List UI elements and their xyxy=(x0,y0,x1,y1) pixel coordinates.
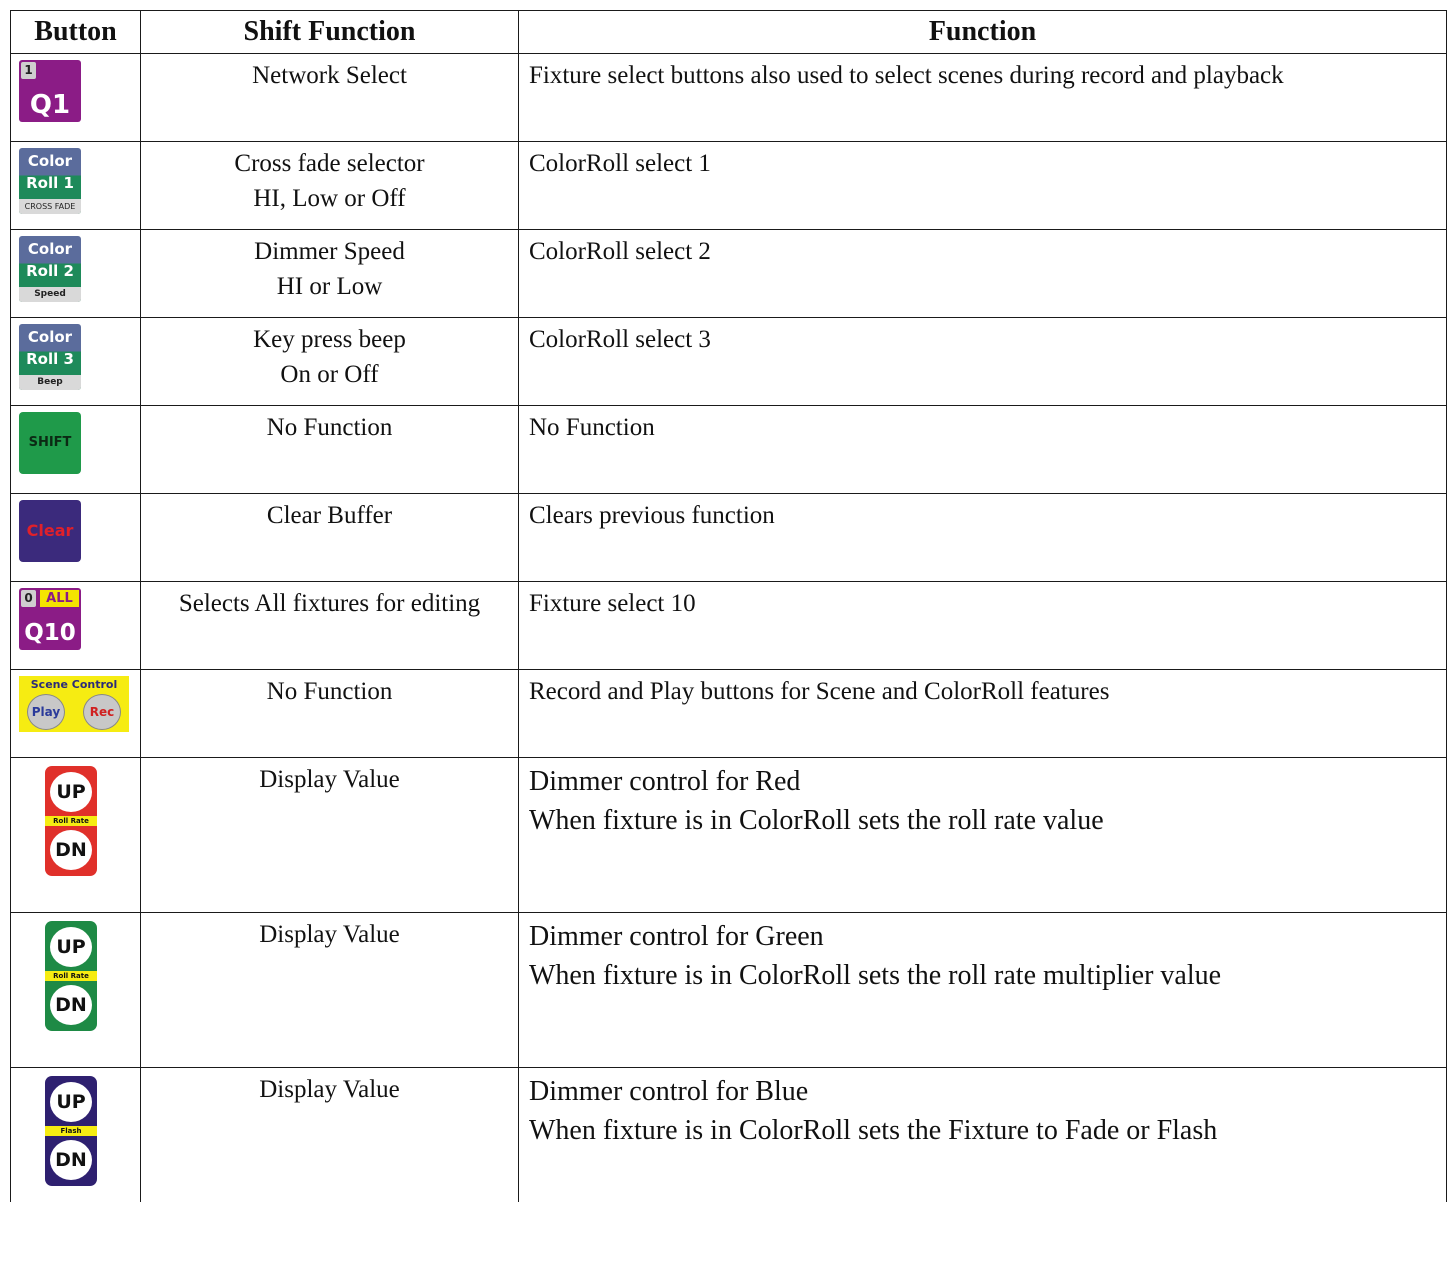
table-row xyxy=(11,494,1447,582)
key-mid-label: Roll Rate xyxy=(45,816,97,826)
table-row xyxy=(11,758,1447,913)
button-cell xyxy=(11,142,141,230)
key-label-line2: Roll 2 xyxy=(26,262,74,280)
header-button: Button xyxy=(11,11,141,54)
key-label-line2: Roll 3 xyxy=(26,350,74,368)
button-cell xyxy=(11,406,141,494)
key-sub-label: CROSS FADE xyxy=(19,199,81,214)
q10-key-icon xyxy=(19,588,81,650)
function-text: ColorRoll select 2 xyxy=(529,238,711,265)
function-cell xyxy=(519,913,1447,1068)
shift-function-text: Key press beep xyxy=(253,326,406,353)
function-cell xyxy=(519,670,1447,758)
shift-function-text: Cross fade selector xyxy=(234,150,425,177)
table-row xyxy=(11,54,1447,142)
shift-function-text: HI or Low xyxy=(276,273,383,300)
button-cell xyxy=(11,582,141,670)
function-cell xyxy=(519,494,1447,582)
color-roll-1-key-icon xyxy=(19,148,81,214)
shift-function-cell xyxy=(141,54,519,142)
shift-function-text: Dimmer Speed xyxy=(254,238,405,265)
function-text: Clears previous function xyxy=(529,502,775,529)
function-cell xyxy=(519,142,1447,230)
color-roll-3-key-icon xyxy=(19,324,81,390)
scene-control-icon xyxy=(19,676,129,732)
function-text: ColorRoll select 3 xyxy=(529,326,711,353)
key-mid-label: Roll Rate xyxy=(45,971,97,981)
down-key-label: DN xyxy=(50,1140,92,1180)
shift-function-text: No Function xyxy=(266,414,393,441)
key-number-label: 1 xyxy=(21,62,36,79)
function-cell xyxy=(519,582,1447,670)
button-cell xyxy=(11,54,141,142)
function-text: When fixture is in ColorRoll sets the roll rate value xyxy=(529,805,1104,836)
table-header-row xyxy=(11,11,1447,54)
shift-function-cell xyxy=(141,1068,519,1202)
table-row xyxy=(11,582,1447,670)
key-sub-label: Beep xyxy=(19,375,81,390)
button-function-table xyxy=(10,10,1447,1202)
key-label-line1: Color xyxy=(27,240,73,258)
shift-function-text: HI, Low or Off xyxy=(253,185,406,212)
shift-function-text: Network Select xyxy=(252,62,407,89)
function-text: When fixture is in ColorRoll sets the Fixture to Fade or Flash xyxy=(529,1115,1218,1146)
header-shift-function: Shift Function xyxy=(141,11,519,54)
blue-up-down-key-icon xyxy=(45,1076,97,1186)
shift-function-text: Display Value xyxy=(259,1076,400,1103)
red-up-down-key-icon xyxy=(45,766,97,876)
button-cell xyxy=(11,494,141,582)
shift-function-cell xyxy=(141,494,519,582)
function-text: Dimmer control for Blue xyxy=(529,1076,809,1107)
key-mid-label: Flash xyxy=(45,1126,97,1136)
key-sub-label: Speed xyxy=(19,287,81,302)
shift-function-cell xyxy=(141,913,519,1068)
clear-key-icon: Clear xyxy=(19,500,81,562)
up-key-label: UP xyxy=(50,772,92,812)
button-cell xyxy=(11,758,141,913)
key-main-label: Q10 xyxy=(24,620,76,646)
shift-key-icon: SHIFT xyxy=(19,412,81,474)
table-row xyxy=(11,913,1447,1068)
shift-function-cell xyxy=(141,142,519,230)
key-label-line2: Roll 1 xyxy=(26,174,74,192)
key-label-line1: Color xyxy=(27,152,73,170)
up-key-label: UP xyxy=(50,927,92,967)
shift-function-text: Display Value xyxy=(259,766,400,793)
table-row xyxy=(11,406,1447,494)
record-button-icon: Rec xyxy=(83,694,121,730)
key-all-badge: ALL xyxy=(40,590,79,607)
table-row xyxy=(11,670,1447,758)
function-cell xyxy=(519,1068,1447,1202)
key-main-label: Q1 xyxy=(29,90,71,120)
shift-function-text: No Function xyxy=(266,678,393,705)
function-text: Record and Play buttons for Scene and ColorRoll features xyxy=(529,678,1110,705)
shift-function-text: Selects All fixtures for editing xyxy=(178,590,481,617)
function-cell xyxy=(519,230,1447,318)
key-number-label: 0 xyxy=(21,590,36,607)
button-cell xyxy=(11,1068,141,1202)
function-text: Dimmer control for Red xyxy=(529,766,801,797)
header-function: Function xyxy=(519,11,1447,54)
key-label-line1: Color xyxy=(27,328,73,346)
function-text: No Function xyxy=(529,414,655,441)
function-text: Dimmer control for Green xyxy=(529,921,824,952)
table-row xyxy=(11,142,1447,230)
shift-function-text: Display Value xyxy=(259,921,400,948)
shift-function-cell xyxy=(141,406,519,494)
shift-function-text: On or Off xyxy=(280,361,379,388)
down-key-label: DN xyxy=(50,985,92,1025)
shift-function-cell xyxy=(141,230,519,318)
shift-function-cell xyxy=(141,670,519,758)
down-key-label: DN xyxy=(50,830,92,870)
shift-function-text: Clear Buffer xyxy=(266,502,393,529)
table-row xyxy=(11,230,1447,318)
function-text: Fixture select buttons also used to select scenes during record and playback xyxy=(529,62,1284,89)
function-text: Fixture select 10 xyxy=(529,590,696,617)
button-cell xyxy=(11,913,141,1068)
function-cell xyxy=(519,54,1447,142)
shift-function-cell xyxy=(141,318,519,406)
shift-function-cell xyxy=(141,582,519,670)
shift-function-cell xyxy=(141,758,519,913)
table-row xyxy=(11,1068,1447,1202)
button-cell xyxy=(11,230,141,318)
function-cell xyxy=(519,318,1447,406)
color-roll-2-key-icon xyxy=(19,236,81,302)
function-cell xyxy=(519,406,1447,494)
up-key-label: UP xyxy=(50,1082,92,1122)
q1-key-icon xyxy=(19,60,81,122)
function-cell xyxy=(519,758,1447,913)
play-button-icon: Play xyxy=(27,694,65,730)
function-text: ColorRoll select 1 xyxy=(529,150,711,177)
table-row xyxy=(11,318,1447,406)
function-text: When fixture is in ColorRoll sets the roll rate multiplier value xyxy=(529,960,1222,991)
button-cell xyxy=(11,670,141,758)
scene-control-title: Scene Control xyxy=(30,678,118,691)
green-up-down-key-icon xyxy=(45,921,97,1031)
button-cell xyxy=(11,318,141,406)
